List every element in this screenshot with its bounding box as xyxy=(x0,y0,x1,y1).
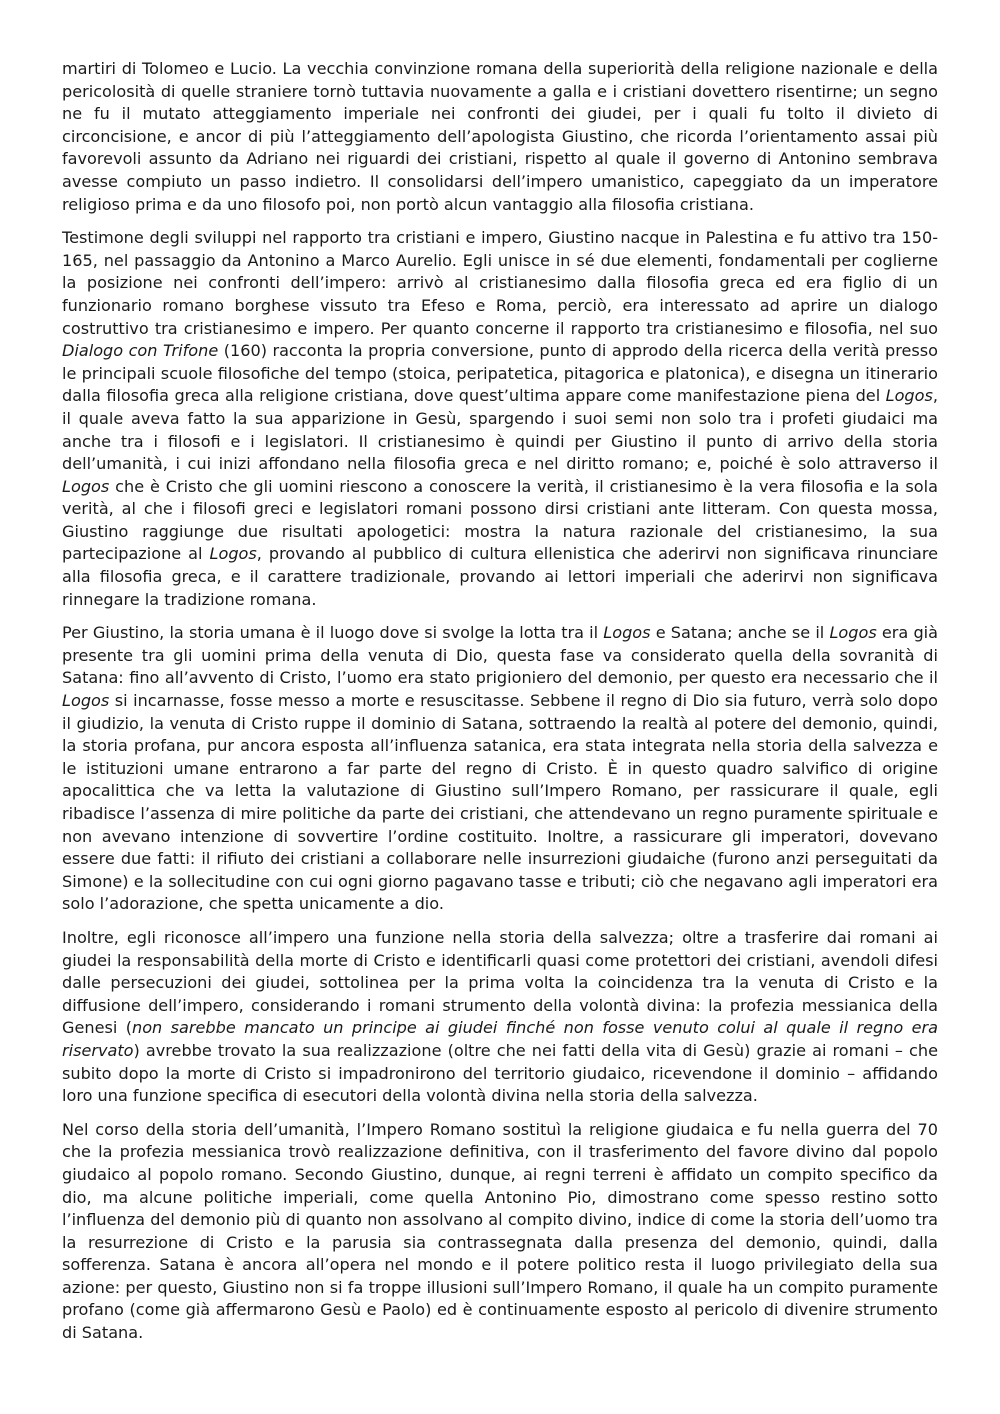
italic-title: Dialogo con Trifone xyxy=(62,341,219,361)
text-segment: si incarnasse, fosse messo a morte e resuscitasse. Sebbene il regno di Dio sia futuro, verrà solo dopo il giudizio, la venuta di Cristo ruppe il dominio di Satana, sottraendo la realtà al potere del demonio, quindi, la storia profana, pur ancora esposta all’influenza satanica, era stata integrata nella storia della salvezza e le istituzioni umane entrarono a far parte del regno di Cristo. È in questo quadro salvifico di origine apocalittica che va letta la valutazione di Giustino sull’Impero Romano, per rassicurare il quale, egli ribadisce l’assenza di mire politiche da parte dei cristiani, che attendevano un regno puramente spirituale e non avevano intenzione di sovvertire l’ordine costituito. Inoltre, a rassicurare gli imperatori, dovevano essere due fatti: il rifiuto dei cristiani a collaborare nelle insurrezioni giudaiche (furono anzi perseguitati da Simone) e la sollecitudine con cui ogni giorno pagavano tasse e tributi; ciò che negavano agli imperatori era solo l’adorazione, che spetta unicamente a dio. xyxy=(62,691,938,914)
text-segment: (160) racconta la propria conversione, punto di approdo della ricerca della verità presso le principali scuole filosofiche del tempo (stoica, peripatetica, pitagorica e platonica), e disegna un itinerario dalla filosofia greca alla religione cristiana, dove quest’ultima appare come manifestazione piena del xyxy=(62,341,938,406)
paragraph-1 xyxy=(62,58,938,216)
italic-term: Logos xyxy=(829,623,877,643)
italic-term: Logos xyxy=(603,623,651,643)
text-segment: e Satana; anche se il xyxy=(650,623,830,643)
italic-term: Logos xyxy=(62,476,110,496)
paragraph-5 xyxy=(62,1119,938,1345)
paragraph-4 xyxy=(62,927,938,1108)
text-segment: , il quale aveva fatto la sua apparizione in Gesù, spargendo i suoi semi non solo tra i profeti giudaici ma anche tra i filosofi e i legislatori. Il cristianesimo è quindi per Giustino il punto di arrivo della storia dell’umanità, i cui inizi affondano nella filosofia greca e nel diritto romano; e, poiché è solo attraverso il xyxy=(62,386,938,474)
paragraph-3 xyxy=(62,622,938,916)
text-segment: Testimone degli sviluppi nel rapporto tra cristiani e impero, Giustino nacque in Palestina e fu attivo tra 150-165, nel passaggio da Antonino a Marco Aurelio. Egli unisce in sé due elementi, fondamentali per coglierne la posizione nei confronti dell’impero: arrivò al cristianesimo dalla filosofia greca ed era figlio di un funzionario romano borghese vissuto tra Efeso e Roma, perciò, era interessato ad aprire un dialogo costruttivo tra cristianesimo e impero. Per quanto concerne il rapporto tra cristianesimo e filosofia, nel suo xyxy=(62,228,938,338)
paragraph-2 xyxy=(62,227,938,611)
text-segment: Nel corso della storia dell’umanità, l’Impero Romano sostituì la religione giudaica e fu nella guerra del 70 che la profezia messianica trovò realizzazione definitiva, con il trasferimento del favore divino dal popolo giudaico al popolo romano. Secondo Giustino, dunque, ai regni terreni è affidato un compito specifico da dio, ma alcune politiche imperiali, come quella Antonino Pio, dimostrano come spesso restino sotto l’influenza del demonio più di quanto non assolvano al compito divino, indice di come la storia dell’uomo tra la resurrezione di Cristo e la parusia sia contrassegnata dalla presenza del demonio, quindi, dalla sofferenza. Satana è ancora all’opera nel mondo e il potere politico resta il luogo privilegiato della sua azione: per questo, Giustino non si fa troppe illusioni sull’Impero Romano, il quale ha un compito puramente profano (come già affermarono Gesù e Paolo) ed è continuamente esposto al pericolo di divenire strumento di Satana. xyxy=(62,1119,938,1343)
text-segment: Per Giustino, la storia umana è il luogo dove si svolge la lotta tra il xyxy=(62,623,604,643)
text-segment: , provando al pubblico di cultura ellenistica che aderirvi non significava rinunciare alla filosofia greca, e il carattere tradizionale, provando ai lettori imperiali che aderirvi non significava rinnegare la tradizione romana. xyxy=(62,544,938,609)
italic-quote: non sarebbe mancato un principe ai giudei finché non fosse venuto colui al quale il regno era riservato xyxy=(62,1018,938,1060)
text-segment: ) avrebbe trovato la sua realizzazione (oltre che nei fatti della vita di Gesù) grazie ai romani – che subito dopo la morte di Cristo si impadronirono del territorio giudaico, ricevendone il dominio – affidando loro una funzione specifica di esecutori della volontà divina nella storia della salvezza. xyxy=(62,1040,938,1106)
text-segment: martiri di Tolomeo e Lucio. La vecchia convinzione romana della superiorità della religione nazionale e della pericolosità di quelle straniere tornò tuttavia nuovamente a galla e i cristiani dovettero risentirne; un segno ne fu il mutato atteggiamento imperiale nei confronti dei giudei, per i quali fu tolto il divieto di circoncisione, e ancor di più l’atteggiamento dell’apologista Giustino, che ricorda l’orientamento assai più favorevoli assunto da Adriano nei riguardi dei cristiani, rispetto al quale il governo di Antonino sembrava avesse compiuto un passo indietro. Il consolidarsi dell’impero umanistico, capeggiato da un imperatore religioso prima e da uno filosofo poi, non portò alcun vantaggio alla filosofia cristiana. xyxy=(62,59,938,214)
document-body xyxy=(62,58,938,1345)
text-segment: che è Cristo che gli uomini riescono a conoscere la verità, il cristianesimo è la vera filosofia e la sola verità, al che i filosofi greci e legislatori romani possono dirsi cristiani ante litteram. Con questa mossa, Giustino raggiunge due risultati apologetici: mostra la natura razionale del cristianesimo, la sua partecipazione al xyxy=(62,476,938,564)
text-segment: Inoltre, egli riconosce all’impero una funzione nella storia della salvezza; oltre a trasferire dai romani ai giudei la responsabilità della morte di Cristo e identificarli quasi come protettori dei cristiani, avendoli difesi dalle persecuzioni dei giudei, sottolinea per la prima volta la coincidenza tra la venuta di Cristo e la diffusione dell’impero, considerando i romani strumento della volontà divina: la profezia messianica della Genesi ( xyxy=(62,927,938,1038)
italic-term: Logos xyxy=(885,386,933,406)
italic-term: Logos xyxy=(62,691,110,711)
text-segment: era già presente tra gli uomini prima della venuta di Dio, questa fase va considerato quella della sovranità di Satana: fino all’avvento di Cristo, l’uomo era stato prigioniero del demonio, per questo era necessario che il xyxy=(62,623,938,688)
italic-term: Logos xyxy=(209,544,257,564)
